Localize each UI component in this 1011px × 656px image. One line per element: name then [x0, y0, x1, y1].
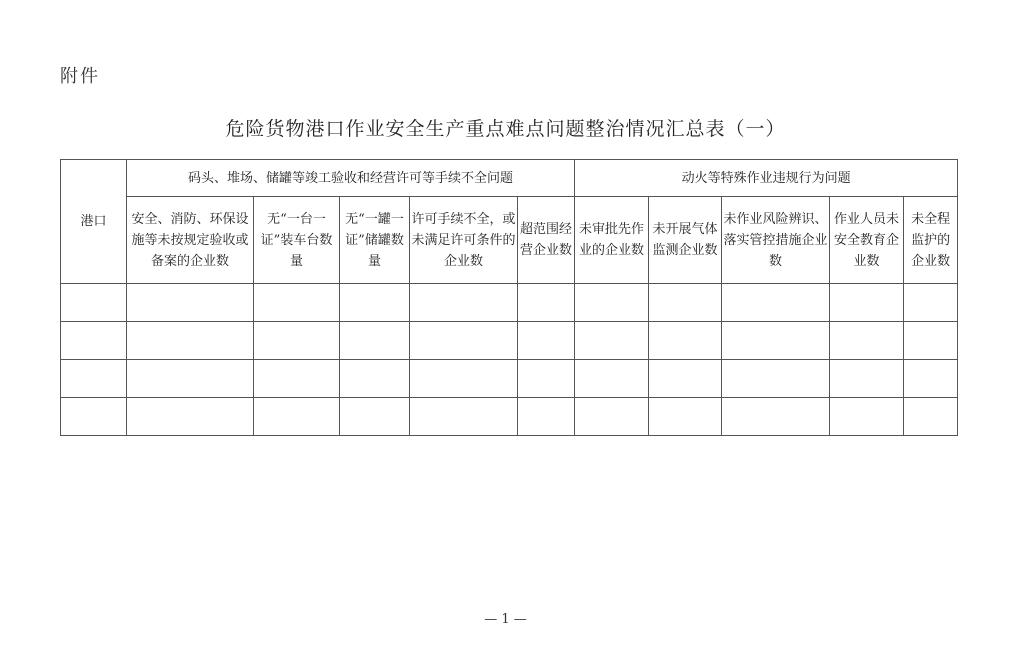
table-cell	[127, 322, 254, 360]
group-header-special-operations: 动火等特殊作业违规行为问题	[575, 160, 958, 197]
column-header-row	[61, 197, 958, 284]
table-row	[61, 284, 958, 322]
table-cell	[410, 398, 518, 436]
group-header-procedures: 码头、堆场、储罐等竣工验收和经营许可等手续不全问题	[127, 160, 575, 197]
table-cell	[340, 322, 410, 360]
table-cell	[127, 398, 254, 436]
table-cell	[254, 398, 340, 436]
column-header: 安全、消防、环保设施等未按规定验收或备案的企业数	[127, 197, 254, 284]
table-cell	[61, 398, 127, 436]
table-cell	[340, 284, 410, 322]
table-cell	[904, 284, 958, 322]
table-cell	[340, 360, 410, 398]
table-cell	[649, 284, 722, 322]
table-cell	[649, 322, 722, 360]
table-cell	[518, 398, 575, 436]
column-header: 超范围经营企业数	[518, 197, 575, 284]
table-cell	[722, 360, 830, 398]
table-cell	[722, 284, 830, 322]
table-cell	[575, 360, 649, 398]
table-cell	[904, 360, 958, 398]
table-cell	[830, 360, 904, 398]
attachment-label: 附件	[60, 66, 100, 87]
table-cell	[410, 360, 518, 398]
table-cell	[127, 360, 254, 398]
column-header: 未全程监护的企业数	[904, 197, 958, 284]
summary-table	[60, 159, 958, 436]
table-cell	[575, 322, 649, 360]
column-header: 未开展气体监测企业数	[649, 197, 722, 284]
column-header: 未作业风险辨识、落实管控措施企业数	[722, 197, 830, 284]
column-header: 未审批先作业的企业数	[575, 197, 649, 284]
port-header: 港口	[61, 160, 127, 284]
table-cell	[830, 398, 904, 436]
table-cell	[830, 322, 904, 360]
table-cell	[340, 398, 410, 436]
document-title: 危险货物港口作业安全生产重点难点问题整治情况汇总表（一）	[225, 118, 786, 140]
table-row	[61, 398, 958, 436]
table-cell	[904, 398, 958, 436]
table-cell	[649, 360, 722, 398]
table-cell	[61, 284, 127, 322]
table-cell	[830, 284, 904, 322]
table-cell	[61, 360, 127, 398]
page-number: — 1 —	[484, 612, 527, 627]
table-cell	[904, 322, 958, 360]
column-header: 作业人员未安全教育企业数	[830, 197, 904, 284]
table-row	[61, 322, 958, 360]
table-cell	[722, 398, 830, 436]
table-cell	[410, 322, 518, 360]
table-cell	[722, 322, 830, 360]
table-cell	[410, 284, 518, 322]
table-cell	[254, 360, 340, 398]
table-cell	[649, 398, 722, 436]
table-cell	[518, 322, 575, 360]
table-cell	[254, 284, 340, 322]
table-cell	[254, 322, 340, 360]
table-row	[61, 360, 958, 398]
table-cell	[61, 322, 127, 360]
column-header: 无“一罐一证”储罐数量	[340, 197, 410, 284]
column-header: 许可手续不全，或未满足许可条件的企业数	[410, 197, 518, 284]
column-header: 无“一台一证”装车台数量	[254, 197, 340, 284]
group-header-row	[61, 160, 958, 197]
table-cell	[127, 284, 254, 322]
table-cell	[575, 284, 649, 322]
table-cell	[518, 284, 575, 322]
table-cell	[518, 360, 575, 398]
table-cell	[575, 398, 649, 436]
